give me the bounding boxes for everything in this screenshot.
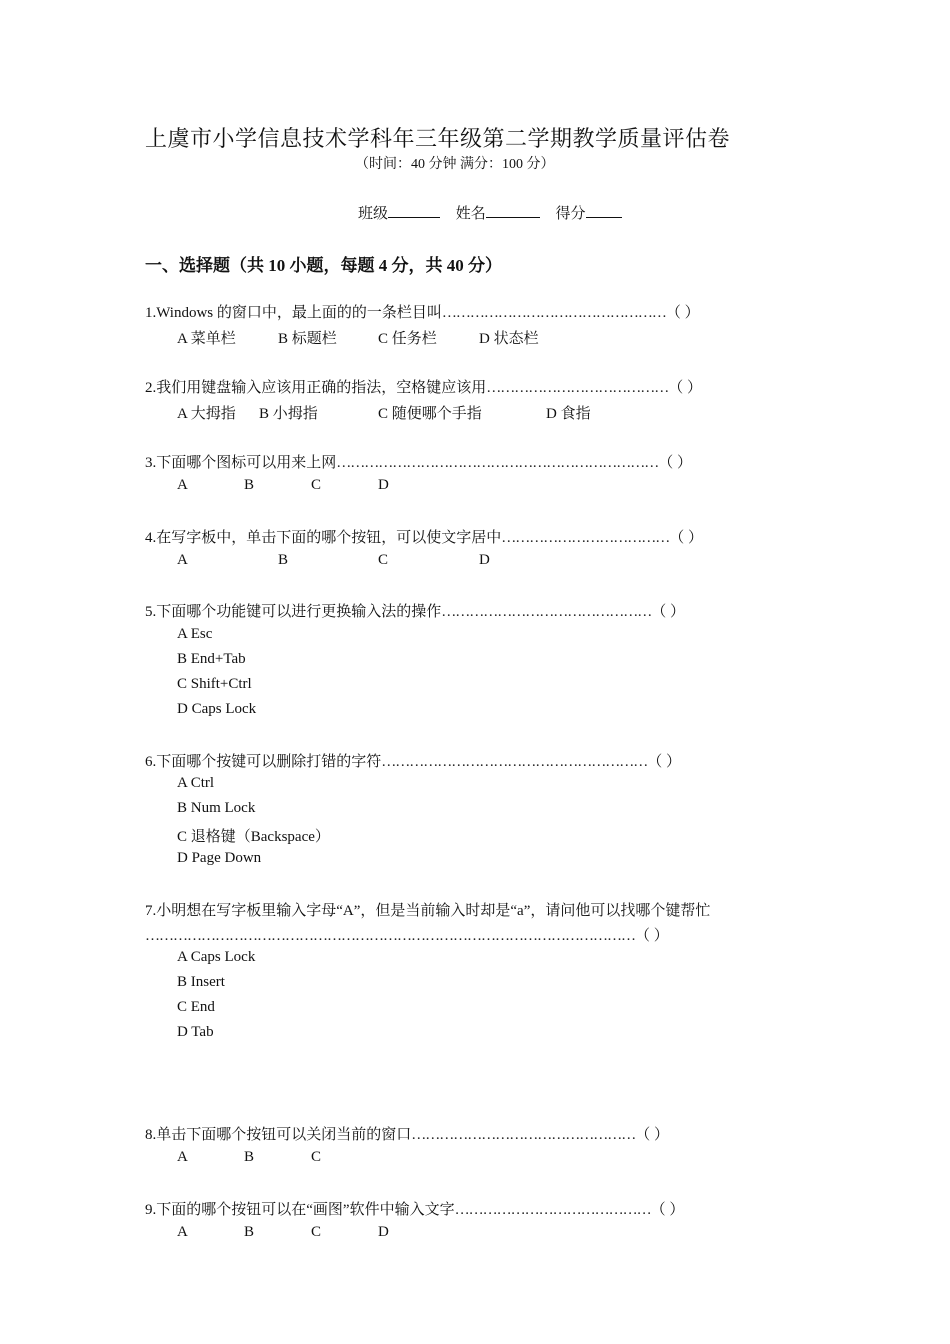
student-info-line [358, 202, 634, 223]
question-text: 6.下面哪个按键可以删除打错的字符 [145, 754, 382, 770]
option: C 退格键（Backspace） [177, 829, 330, 845]
option: A [177, 552, 188, 568]
class-label: 班级 [358, 206, 389, 222]
question-text: 7.小明想在写字板里输入字母“A”，但是当前输入时却是“a”，请问他可以找哪个键帮忙 [145, 903, 711, 919]
exam-subtitle: （时间：40 分钟 满分：100 分） [355, 157, 555, 172]
option: B [244, 1149, 255, 1165]
leader-dots: ………………………………………… [411, 1127, 636, 1143]
question-stem [145, 451, 692, 472]
name-label: 姓名 [455, 206, 486, 222]
leader-dots: …………………………………… [454, 1202, 651, 1218]
answer-blank: （ ） [635, 1127, 670, 1143]
leader-dots: ………………………………………………… [381, 754, 648, 770]
class-blank [388, 203, 440, 218]
question-text: 8.单击下面哪个按钮可以关闭当前的窗口 [145, 1127, 412, 1143]
option: D [479, 552, 490, 568]
option: B 小拇指 [259, 406, 318, 422]
option: C Shift+Ctrl [177, 676, 252, 692]
question-stem [145, 750, 681, 771]
option: A [177, 1224, 188, 1240]
question-stem [145, 376, 702, 397]
option: B [278, 552, 289, 568]
section-title: 一、选择题（共 10 小题，每题 4 分，共 40 分） [145, 256, 502, 275]
option: C [311, 477, 322, 493]
option: B 标题栏 [278, 331, 337, 347]
option: A 大拇指 [177, 406, 236, 422]
question-text: 9.下面的哪个按钮可以在“画图”软件中输入文字 [145, 1202, 455, 1218]
name-blank [486, 203, 540, 218]
question-stem [145, 1198, 684, 1219]
option: C [311, 1149, 322, 1165]
answer-blank: （ ） [647, 754, 682, 770]
leader-dots: ………………………………………… [441, 305, 666, 321]
option: C [378, 552, 389, 568]
question-stem-continued [145, 924, 669, 945]
question-stem [145, 1123, 669, 1144]
answer-blank: （ ） [669, 530, 704, 546]
answer-blank: （ ） [650, 1202, 685, 1218]
question-stem [145, 526, 703, 547]
question-text: 3.下面哪个图标可以用来上网 [145, 455, 337, 471]
option: D Caps Lock [177, 701, 257, 717]
leader-dots: ……………………………………… [441, 604, 652, 620]
option: C [311, 1224, 322, 1240]
option: D [378, 1224, 389, 1240]
question-stem [145, 301, 700, 322]
option: D Page Down [177, 850, 262, 866]
question-text: 5.下面哪个功能键可以进行更换输入法的操作 [145, 604, 442, 620]
score-label: 得分 [555, 206, 586, 222]
option: A Esc [177, 626, 213, 642]
option: A 菜单栏 [177, 331, 236, 347]
answer-blank: （ ） [658, 455, 693, 471]
answer-blank: （ ） [665, 305, 700, 321]
option: C End [177, 999, 215, 1015]
answer-blank: （ ） [635, 928, 669, 944]
question-text: 4.在写字板中，单击下面的哪个按钮，可以使文字居中 [145, 530, 502, 546]
option: D 食指 [546, 406, 591, 422]
option: D Tab [177, 1024, 214, 1040]
question-stem [145, 899, 710, 920]
option: C 随便哪个手指 [378, 406, 482, 422]
leader-dots: …………………………………………………………………………………………… [145, 928, 635, 944]
answer-blank: （ ） [668, 380, 703, 396]
question-stem [145, 600, 685, 621]
option: A Ctrl [177, 775, 215, 791]
option: B [244, 1224, 255, 1240]
option: B End+Tab [177, 651, 246, 667]
leader-dots: ……………………………… [501, 530, 670, 546]
leader-dots: …………………………………………………………… [336, 455, 659, 471]
option: B Insert [177, 974, 225, 990]
option: D 状态栏 [479, 331, 539, 347]
leader-dots: ………………………………… [486, 380, 669, 396]
option: A [177, 1149, 188, 1165]
option: A Caps Lock [177, 949, 256, 965]
answer-blank: （ ） [651, 604, 686, 620]
score-blank [586, 203, 622, 218]
option: B Num Lock [177, 800, 256, 816]
exam-title: 上虞市小学信息技术学科年三年级第二学期教学质量评估卷 [145, 126, 731, 151]
question-text: 1.Windows 的窗口中，最上面的的一条栏目叫 [145, 305, 442, 321]
option: C 任务栏 [378, 331, 437, 347]
option: D [378, 477, 389, 493]
option: B [244, 477, 255, 493]
question-text: 2.我们用键盘输入应该用正确的指法，空格键应该用 [145, 380, 487, 396]
option: A [177, 477, 188, 493]
